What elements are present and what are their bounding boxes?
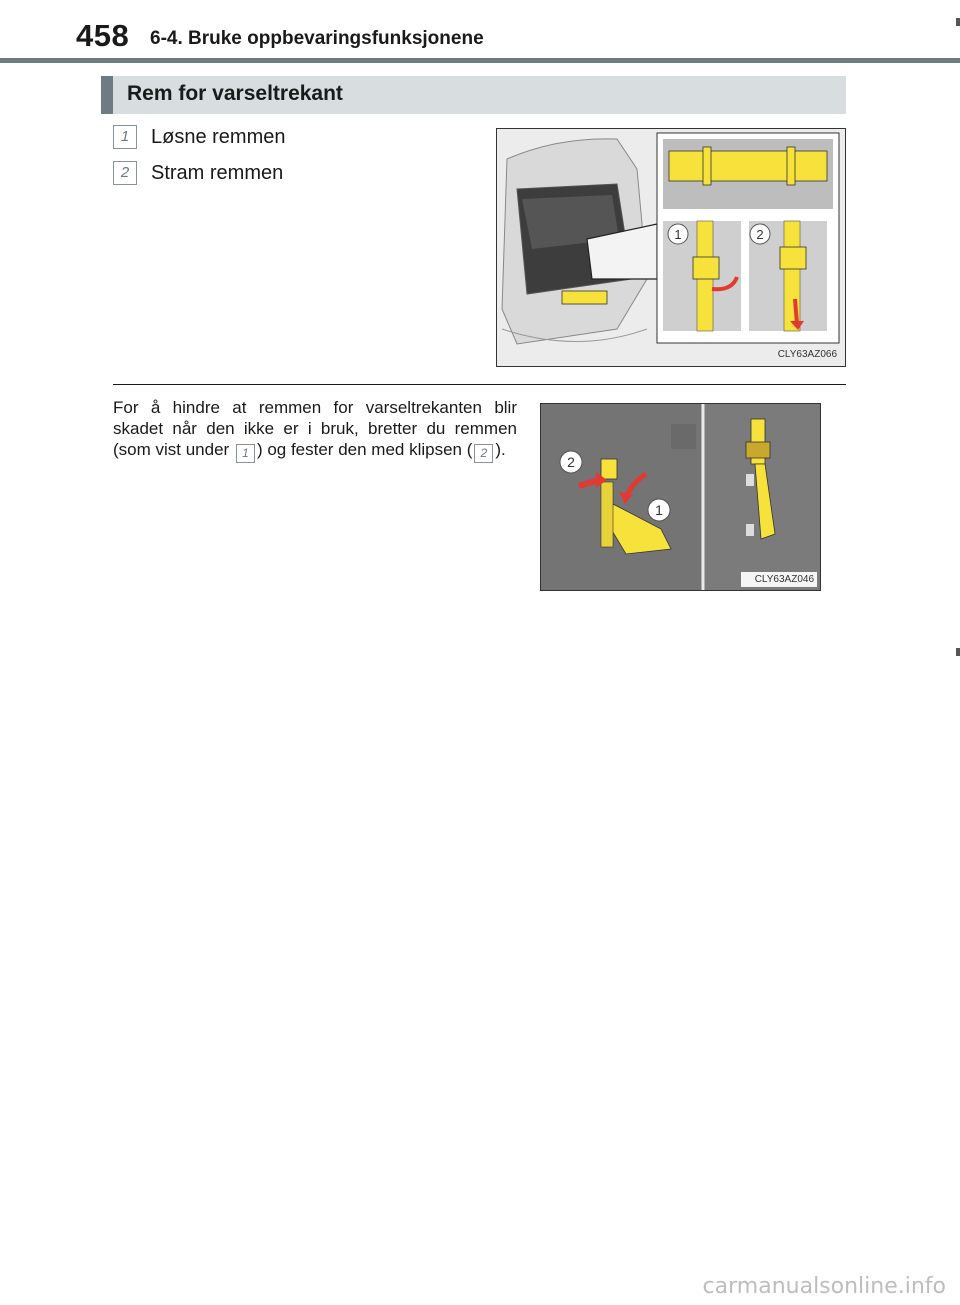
step-text: Stram remmen [151, 162, 284, 184]
callout-1: 1 [655, 502, 663, 518]
instruction-paragraph [113, 397, 517, 463]
figure-trunk-strap [496, 128, 846, 367]
callout-1: 1 [674, 227, 682, 242]
section-title: Rem for varseltrekant [127, 82, 343, 105]
paragraph-text: For å hindre at remmen for varseltrekanten blir skadet når den ikke er i bruk, bretter du remmen (som vist under [113, 398, 517, 459]
callout-2: 2 [756, 227, 764, 242]
trunk-strap-illustration [497, 129, 845, 366]
ref-number: 2 [474, 444, 493, 463]
figure-code: CLY63AZ066 [777, 349, 837, 360]
edge-mark [956, 18, 960, 26]
step-1 [113, 125, 286, 149]
paragraph-text: ) og fester den med klipsen ( [256, 440, 473, 459]
chapter-title: 6-4. Bruke oppbevaringsfunksjonene [150, 28, 484, 49]
header-rule [0, 58, 960, 63]
divider [113, 384, 846, 385]
edge-mark [956, 648, 960, 656]
section-banner [101, 76, 846, 114]
figure-strap-clip [540, 403, 821, 591]
figure-code: CLY63AZ046 [754, 574, 814, 585]
paragraph-text: ). [495, 440, 506, 459]
step-text: Løsne remmen [151, 126, 286, 148]
ref-number: 1 [236, 444, 255, 463]
page-number: 458 [76, 18, 130, 53]
step-number: 2 [113, 161, 137, 185]
step-number: 1 [113, 125, 137, 149]
callout-2: 2 [567, 454, 575, 470]
watermark: carmanualsonline.info [702, 1274, 946, 1299]
strap-clip-illustration [541, 404, 820, 590]
step-2 [113, 161, 283, 185]
